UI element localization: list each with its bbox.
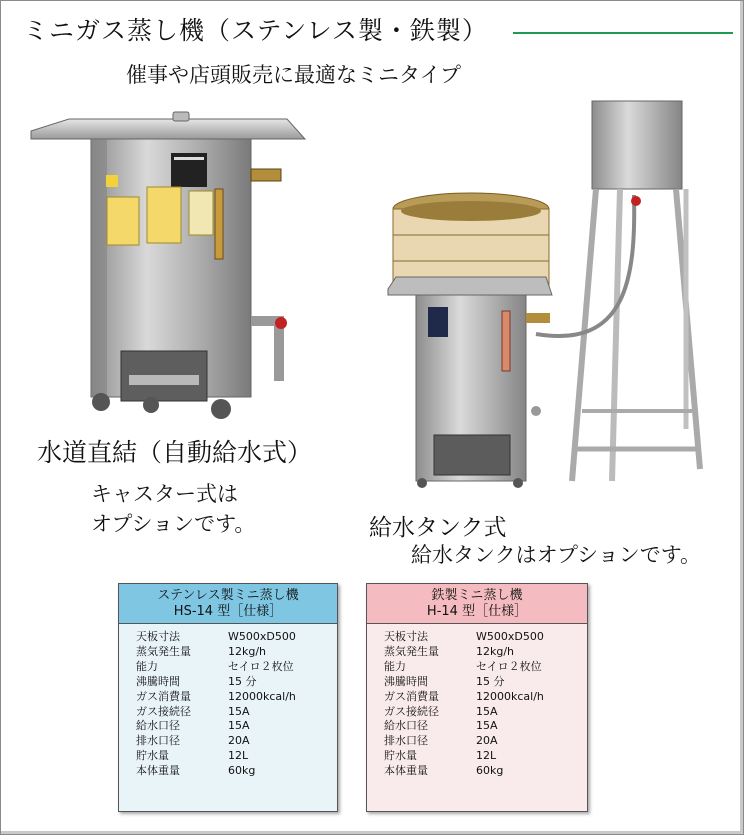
spec-value: W500xD500 xyxy=(228,630,296,643)
spec-row xyxy=(136,734,337,749)
spec-value: セイロ２枚位 xyxy=(228,659,294,673)
spec-row xyxy=(384,630,587,645)
spec-value: 12L xyxy=(476,749,497,763)
spec-label: ガス接続径 xyxy=(384,704,439,718)
spec-label: 貯水量 xyxy=(136,749,169,763)
spec-label: 給水口径 xyxy=(136,719,180,733)
caption-caster-line2: オプションです。 xyxy=(91,512,256,536)
spec-row xyxy=(136,630,337,645)
spec-row xyxy=(384,734,587,749)
stainless-steamer-photo xyxy=(29,109,309,429)
spec-value: 15 分 xyxy=(228,674,257,688)
spec-value: W500xD500 xyxy=(476,630,544,643)
spec-row xyxy=(384,749,587,764)
spec-label: ガス消費量 xyxy=(384,689,439,703)
spec-label: ガス消費量 xyxy=(136,689,191,703)
spec-value: 15A xyxy=(476,719,498,733)
spec-value: 20A xyxy=(476,734,498,748)
spec-label: 給水口径 xyxy=(384,719,428,733)
spec-label: 天板寸法 xyxy=(384,630,428,643)
spec-header xyxy=(119,584,337,624)
spec-value: 12000kcal/h xyxy=(476,689,544,703)
spec-label: 蒸気発生量 xyxy=(136,644,191,658)
spec-header xyxy=(367,584,587,624)
spec-row xyxy=(384,764,587,779)
spec-model: H-14 型［仕様］ xyxy=(426,604,528,619)
spec-value: 15A xyxy=(228,719,250,733)
spec-value: 15 分 xyxy=(476,674,505,688)
caption-water-direct: 水道直結（自動給水式） xyxy=(37,438,313,467)
spec-row xyxy=(384,660,587,675)
spec-label: 能力 xyxy=(384,659,406,673)
spec-table xyxy=(119,624,337,779)
spec-value: 12kg/h xyxy=(476,644,515,658)
spec-value: 60kg xyxy=(476,764,504,778)
spec-product-name: 鉄製ミニ蒸し機 xyxy=(431,588,523,603)
caption-tank-type: 給水タンク式 xyxy=(369,515,507,541)
spec-label: ガス接続径 xyxy=(136,704,191,718)
spec-value: 12L xyxy=(228,749,249,763)
spec-label: 能力 xyxy=(136,659,158,673)
spec-label: 排水口径 xyxy=(384,734,428,748)
spec-value: セイロ２枚位 xyxy=(476,659,542,673)
caption-tank-option: 給水タンクはオプションです。 xyxy=(411,543,702,567)
spec-row xyxy=(136,675,337,690)
spec-value: 20A xyxy=(228,734,250,748)
spec-label: 本体重量 xyxy=(136,764,180,778)
spec-row xyxy=(136,690,337,705)
spec-value: 12kg/h xyxy=(228,644,267,658)
spec-row xyxy=(136,645,337,660)
caption-caster-line1: キャスター式は xyxy=(91,482,238,506)
spec-value: 15A xyxy=(476,704,498,718)
spec-table xyxy=(367,624,587,779)
page-title: ミニガス蒸し機（ステンレス製・鉄製） xyxy=(23,16,488,45)
caption-caster-option xyxy=(91,479,255,539)
spec-label: 貯水量 xyxy=(384,749,417,763)
spec-model: HS-14 型［仕様］ xyxy=(173,604,283,619)
spec-label: 天板寸法 xyxy=(136,630,180,643)
spec-row xyxy=(384,675,587,690)
spec-value: 15A xyxy=(228,704,250,718)
spec-row xyxy=(136,764,337,779)
spec-value: 12000kcal/h xyxy=(228,689,296,703)
spec-row xyxy=(384,705,587,720)
spec-label: 沸騰時間 xyxy=(136,674,180,688)
spec-row xyxy=(136,705,337,720)
spec-row xyxy=(136,719,337,734)
spec-box-iron xyxy=(366,583,588,812)
spec-label: 排水口径 xyxy=(136,734,180,748)
spec-box-stainless xyxy=(118,583,338,812)
page-subtitle: 催事や店頭販売に最適なミニタイプ xyxy=(126,63,461,87)
spec-label: 蒸気発生量 xyxy=(384,644,439,658)
spec-label: 沸騰時間 xyxy=(384,674,428,688)
spec-value: 60kg xyxy=(228,764,256,778)
spec-product-name: ステンレス製ミニ蒸し機 xyxy=(157,588,299,603)
spec-row xyxy=(384,719,587,734)
tank-steamer-photo xyxy=(386,99,716,494)
spec-row xyxy=(136,660,337,675)
title-rule xyxy=(513,32,733,34)
spec-row xyxy=(136,749,337,764)
spec-row xyxy=(384,690,587,705)
spec-row xyxy=(384,645,587,660)
spec-label: 本体重量 xyxy=(384,764,428,778)
